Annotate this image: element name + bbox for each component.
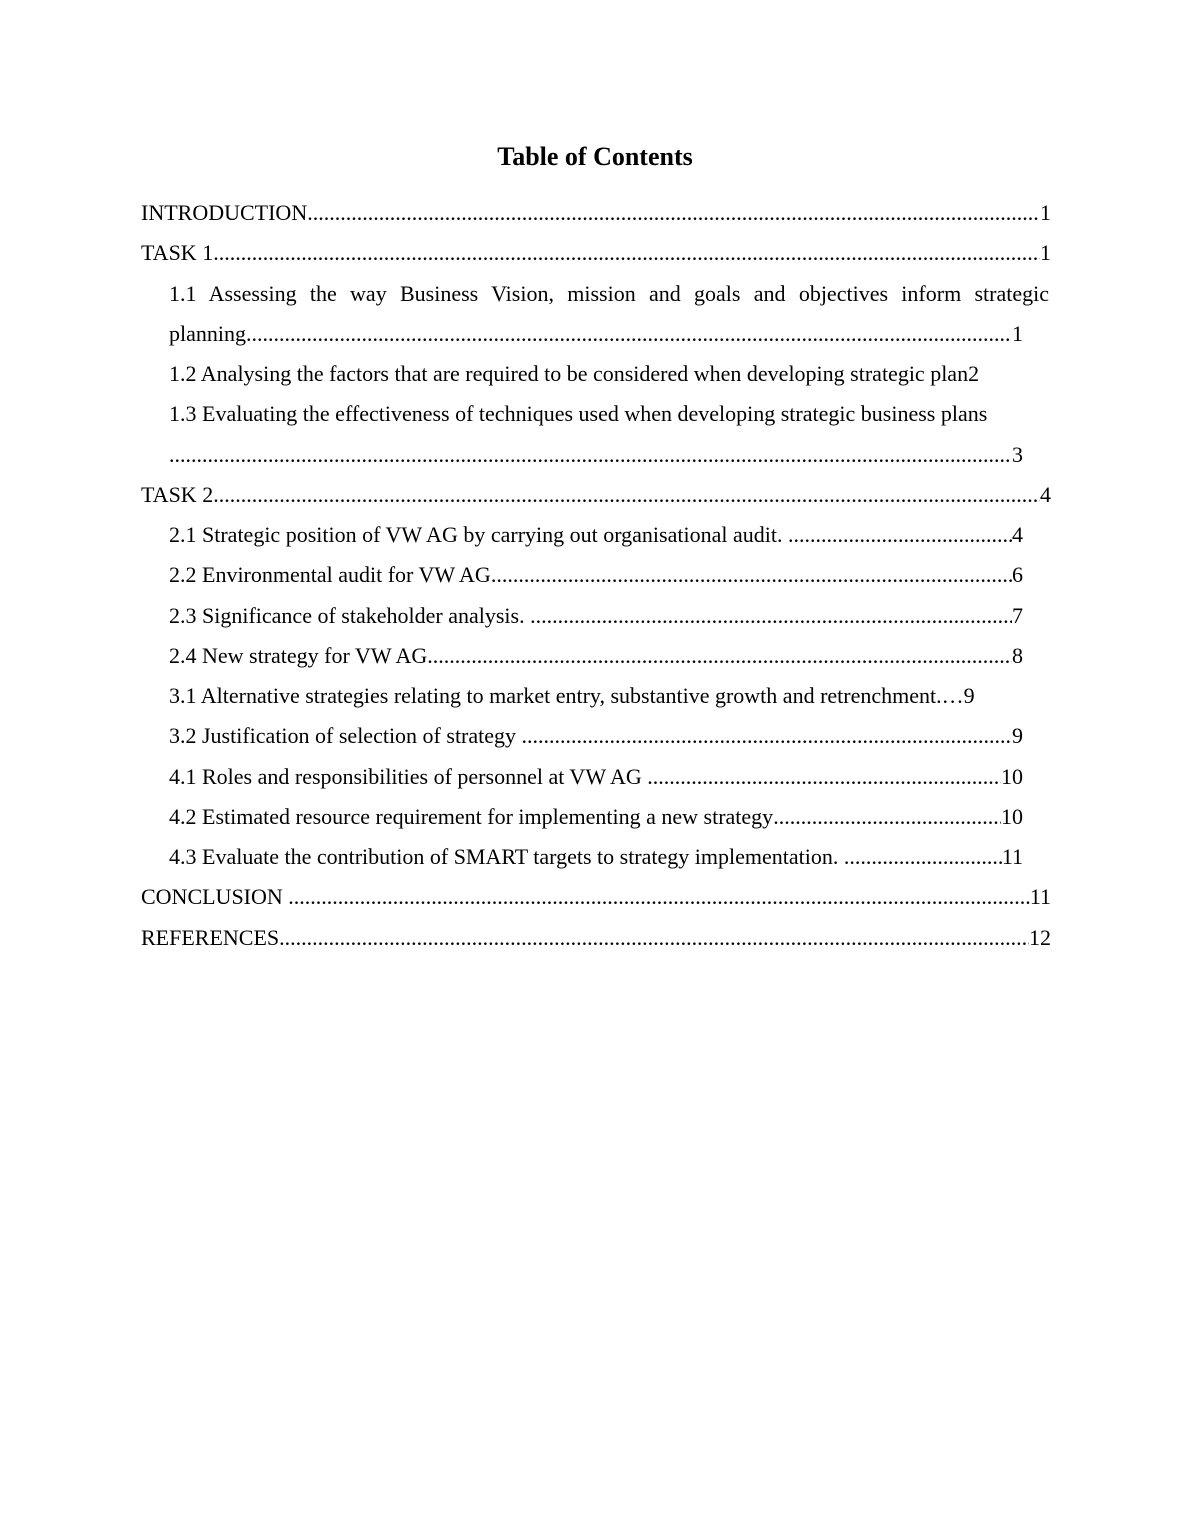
toc-entry-1-3-line2[interactable] bbox=[169, 440, 1023, 470]
toc-entry-text: 4.3 Evaluate the contribution of SMART targets to strategy implementation. bbox=[169, 844, 844, 869]
toc-entry-3-1[interactable]: 3.1 Alternative strategies relating to market entry, substantive growth and retrenchment.…9 bbox=[169, 683, 975, 708]
toc-entry-text: 2.2 Environmental audit for VW AG bbox=[169, 562, 491, 587]
toc-entry-2-1[interactable] bbox=[169, 520, 1023, 550]
dot-leader bbox=[647, 762, 1001, 792]
toc-page-number: 9 bbox=[1012, 723, 1023, 748]
dot-leader bbox=[773, 802, 1001, 832]
dot-leader bbox=[169, 440, 1012, 470]
dot-leader bbox=[788, 520, 1012, 550]
toc-page-number: 4 bbox=[1040, 482, 1051, 507]
toc-page-number: 10 bbox=[1001, 804, 1023, 829]
toc-page-number: 12 bbox=[1029, 925, 1051, 950]
toc-entry-conclusion[interactable] bbox=[141, 882, 1051, 912]
toc-page-number: 1 bbox=[1012, 321, 1023, 346]
dot-leader bbox=[491, 560, 1012, 590]
toc-page-number: 1 bbox=[1040, 200, 1051, 225]
toc-entry-2-2[interactable] bbox=[169, 560, 1023, 590]
toc-entry-text: INTRODUCTION bbox=[141, 200, 308, 225]
toc-entry-task-1[interactable] bbox=[141, 238, 1051, 268]
toc-entry-4-1[interactable] bbox=[169, 762, 1023, 792]
dot-leader bbox=[530, 601, 1012, 631]
toc-entry-text: 2.1 Strategic position of VW AG by carrying out organisational audit. bbox=[169, 522, 788, 547]
toc-page-number: 4 bbox=[1012, 522, 1023, 547]
toc-page-number: 1 bbox=[1040, 240, 1051, 265]
toc-entry-2-4[interactable] bbox=[169, 641, 1023, 671]
dot-leader bbox=[844, 842, 1002, 872]
toc-page-number: 6 bbox=[1012, 562, 1023, 587]
toc-entry-text: 4.1 Roles and responsibilities of personnel at VW AG bbox=[169, 764, 648, 789]
toc-entry-3-2[interactable] bbox=[169, 721, 1023, 751]
dot-leader bbox=[427, 641, 1012, 671]
toc-page-number: 3 bbox=[1012, 442, 1023, 467]
toc-entry-1-1-line1[interactable]: 1.1 Assessing the way Business Vision, mission and goals and objectives inform strategic bbox=[169, 281, 1049, 306]
toc-page-number: 11 bbox=[1029, 884, 1051, 909]
toc-page-number: 10 bbox=[1001, 764, 1023, 789]
toc-entry-4-2[interactable] bbox=[169, 802, 1023, 832]
toc-entry-text: 2.3 Significance of stakeholder analysis. bbox=[169, 603, 531, 628]
toc-page-number: 7 bbox=[1012, 603, 1023, 628]
toc-entry-text: 4.2 Estimated resource requirement for implementing a new strategy bbox=[169, 804, 774, 829]
toc-entry-task-2[interactable] bbox=[141, 480, 1051, 510]
dot-leader bbox=[307, 198, 1040, 228]
toc-entry-text: planning bbox=[169, 321, 246, 346]
toc-entry-2-3[interactable] bbox=[169, 601, 1023, 631]
toc-entry-text: TASK 2 bbox=[141, 482, 214, 507]
toc-entry-introduction[interactable] bbox=[141, 198, 1051, 228]
toc-page-number: 8 bbox=[1012, 643, 1023, 668]
dot-leader bbox=[522, 721, 1012, 751]
toc-title: Table of Contents bbox=[497, 142, 693, 171]
dot-leader bbox=[246, 319, 1012, 349]
toc-entry-references[interactable] bbox=[141, 923, 1051, 953]
dot-leader bbox=[288, 882, 1030, 912]
dot-leader bbox=[213, 238, 1040, 268]
dot-leader bbox=[279, 923, 1029, 953]
toc-page-number: 11 bbox=[1001, 844, 1023, 869]
toc-entry-text: 2.4 New strategy for VW AG bbox=[169, 643, 428, 668]
toc-entry-text: CONCLUSION bbox=[141, 884, 289, 909]
toc-entry-1-2[interactable]: 1.2 Analysing the factors that are required to be considered when developing strategic plan2 bbox=[169, 361, 980, 386]
toc-entry-4-3[interactable] bbox=[169, 842, 1023, 872]
toc-entry-1-1-line2[interactable] bbox=[169, 319, 1023, 349]
toc-entry-text: TASK 1 bbox=[141, 240, 214, 265]
dot-leader bbox=[213, 480, 1040, 510]
toc-entry-1-3-line1[interactable]: 1.3 Evaluating the effectiveness of techniques used when developing strategic business plans bbox=[169, 401, 988, 426]
toc-entry-text: REFERENCES bbox=[141, 925, 280, 950]
toc-entry-text: 3.2 Justification of selection of strategy bbox=[169, 723, 522, 748]
